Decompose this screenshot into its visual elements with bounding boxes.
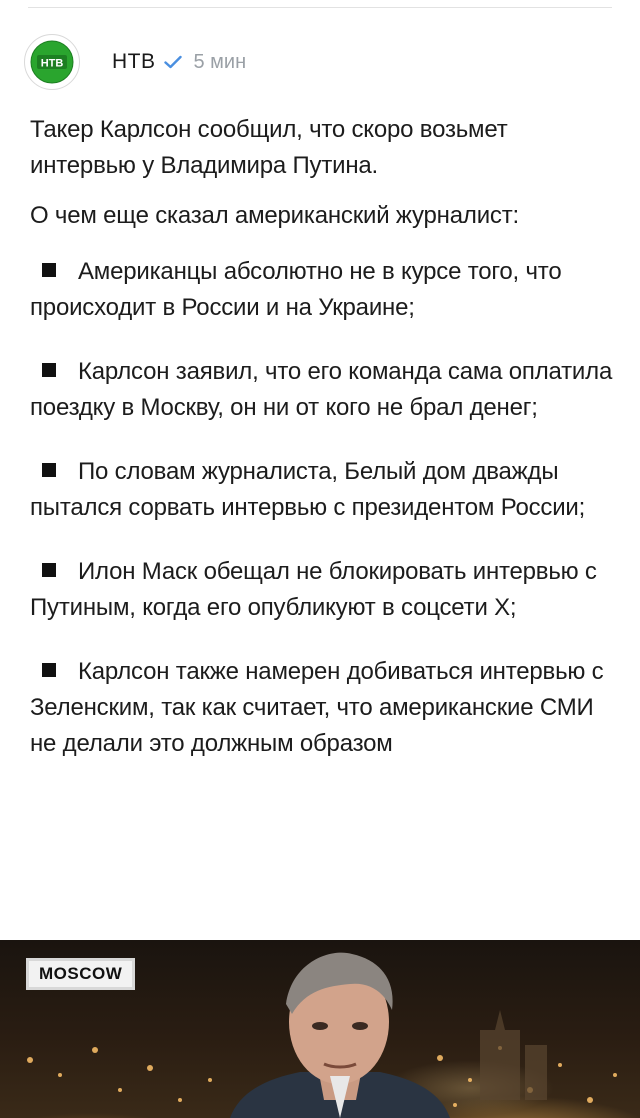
black-square-icon (42, 663, 56, 677)
list-item (30, 354, 615, 426)
list-item-text: Илон Маск обещал не блокировать интервью с Путиным, когда его опубликуют в соцсети X; (30, 558, 597, 621)
top-divider (28, 7, 612, 8)
black-square-icon (42, 363, 56, 377)
post-header (24, 34, 246, 90)
list-item (30, 454, 615, 526)
post-text (30, 112, 615, 762)
post-intro: Такер Карлсон сообщил, что скоро возьмет интервью у Владимира Путина. (30, 116, 508, 179)
svg-text:НТВ: НТВ (40, 57, 64, 70)
video-preview[interactable] (0, 940, 640, 1118)
list-item (30, 254, 615, 326)
list-item-text: Карлсон также намерен добиваться интервью с Зеленским, так как считает, что американские СМИ не делали это должным образом (30, 658, 604, 757)
black-square-icon (42, 263, 56, 277)
list-item (30, 654, 615, 762)
black-square-icon (42, 463, 56, 477)
list-item-text: По словам журналиста, Белый дом дважды пытался сорвать интервью с президентом России; (30, 458, 586, 521)
black-square-icon (42, 563, 56, 577)
ntv-logo-icon (30, 40, 74, 84)
checkmark-icon (164, 55, 182, 69)
list-item-text: Карлсон заявил, что его команда сама оплатила поездку в Москву, он ни от кого не брал денег; (30, 358, 613, 421)
list-item (30, 554, 615, 626)
post-lead: О чем еще сказал американский журналист: (30, 202, 519, 229)
channel-avatar[interactable] (24, 34, 80, 90)
channel-name[interactable]: НТВ (112, 50, 156, 73)
location-tag: MOSCOW (26, 958, 135, 990)
list-item-text: Американцы абсолютно не в курсе того, что происходит в России и на Украине; (30, 258, 562, 321)
post-time: 5 мин (193, 50, 247, 73)
